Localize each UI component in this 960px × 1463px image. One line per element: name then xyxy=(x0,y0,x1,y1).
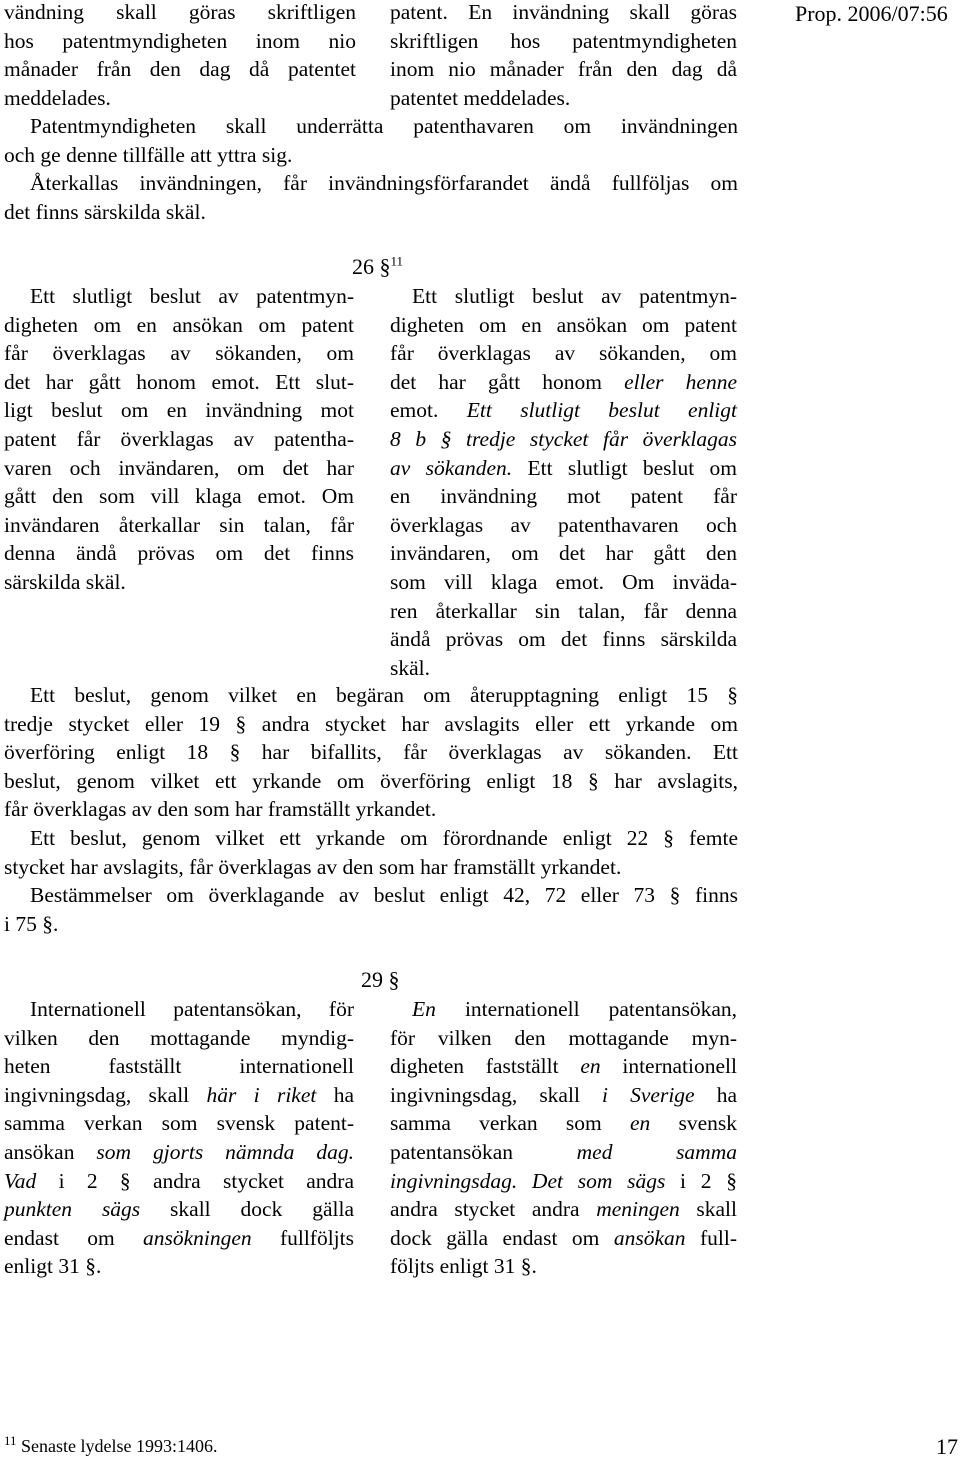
text-line: enligt 31 §. xyxy=(4,1254,102,1279)
text-line: i 75 §. xyxy=(4,911,59,936)
text-line: månader från den dag då patentet xyxy=(4,57,356,82)
top-left-column xyxy=(4,0,356,112)
section-26-full-paragraphs xyxy=(4,681,738,938)
text-line: det har gått honom eller henne xyxy=(390,369,737,394)
section-26-heading xyxy=(352,254,403,280)
text-line: ligt beslut om en invändning mot xyxy=(4,398,354,423)
text-line: En internationell patentansökan, xyxy=(412,997,737,1021)
text-line: får överklagas av sökanden, om xyxy=(4,341,354,366)
text-line: Patentmyndigheten skall underrätta patenthavaren om invändningen xyxy=(30,114,738,138)
text-line: överföring enligt 18 § har bifallits, får överklagas av sökanden. Ett xyxy=(4,740,738,765)
page-number: 17 xyxy=(936,1434,958,1459)
section-26-left-column xyxy=(4,282,354,597)
text-line: patentansökan med samma xyxy=(390,1139,737,1164)
text-line: Ett beslut, genom vilket en begäran om återupptagning enligt 15 § xyxy=(30,683,738,707)
text-line: meddelades. xyxy=(4,85,111,110)
text-line: emot. Ett slutligt beslut enligt xyxy=(390,398,737,423)
text-line: för vilken den mottagande myn- xyxy=(390,1025,737,1050)
footnote-number: 11 xyxy=(4,1433,17,1448)
text-line: skriftligen hos patentmyndigheten xyxy=(390,28,737,53)
text-line: Återkallas invändningen, får invändningsförfarandet ändå fullföljas om xyxy=(30,171,738,196)
text-line: invändaren, om det har gått den xyxy=(390,541,737,566)
section-29-left-column xyxy=(4,995,354,1281)
text-line: dock gälla endast om ansökan full- xyxy=(390,1225,737,1250)
text-line: inom nio månader från den dag då xyxy=(390,57,737,82)
section-29-heading: 29 § xyxy=(361,967,400,992)
text-line: ansökan som gjorts nämnda dag. xyxy=(4,1139,354,1164)
footnote xyxy=(4,1433,218,1457)
text-line: Internationell patentansökan, för xyxy=(30,997,354,1021)
section-number: 26 § xyxy=(352,254,391,279)
text-line: Bestämmelser om överklagande av beslut enligt 42, 72 eller 73 § finns xyxy=(30,883,738,908)
text-line: varen och invändaren, om det har xyxy=(4,455,354,480)
text-line: heten fastställt internationell xyxy=(4,1054,354,1079)
text-line: vilken den mottagande myndig- xyxy=(4,1025,354,1050)
text-line: denna ändå prövas om det finns xyxy=(4,541,354,566)
text-line: beslut, genom vilket ett yrkande om överföring enligt 18 § har avslagits, xyxy=(4,768,738,793)
text-line: digheten fastställt en internationell xyxy=(390,1054,737,1079)
text-line: ingivningsdag. Det som sägs i 2 § xyxy=(390,1168,737,1193)
text-line: stycket har avslagits, får överklagas av den som har framställt yrkandet. xyxy=(4,854,622,879)
text-line: vändning skall göras skriftligen xyxy=(4,0,356,24)
text-line: Ett slutligt beslut av patentmyn- xyxy=(412,284,737,308)
text-line: av sökanden. Ett slutligt beslut om xyxy=(390,455,737,480)
text-line: tredje stycket eller 19 § andra stycket har avslagits eller ett yrkande om xyxy=(4,711,738,736)
proposition-reference: Prop. 2006/07:56 xyxy=(795,1,948,26)
text-line: ändå prövas om det finns särskilda xyxy=(390,627,737,652)
text-line: gått den som vill klaga emot. Om xyxy=(4,484,354,509)
text-line: digheten om en ansökan om patent xyxy=(4,312,354,337)
section-29-right-column xyxy=(390,995,737,1281)
text-line: Ett beslut, genom vilket ett yrkande om förordnande enligt 22 § femte xyxy=(30,825,738,850)
text-line: endast om ansökningen fullföljts xyxy=(4,1225,354,1250)
text-line: patentet meddelades. xyxy=(390,85,571,110)
text-line: det har gått honom emot. Ett slut- xyxy=(4,369,354,394)
text-line: punkten sägs skall dock gälla xyxy=(4,1197,354,1222)
footnote-text: Senaste lydelse 1993:1406. xyxy=(21,1436,218,1456)
section-26-right-column xyxy=(390,282,737,682)
text-line: digheten om en ansökan om patent xyxy=(390,312,737,337)
text-line: ren återkallar sin talan, får denna xyxy=(390,598,737,623)
text-line: Vad i 2 § andra stycket andra xyxy=(4,1168,354,1193)
text-line: det finns särskilda skäl. xyxy=(4,199,206,224)
text-line: samma verkan som svensk patent- xyxy=(4,1111,354,1136)
top-full-paragraphs xyxy=(4,112,738,226)
text-line: ingivningsdag, skall här i riket ha xyxy=(4,1082,354,1107)
footnote-reference: 11 xyxy=(390,253,404,269)
text-line: får överklagas av sökanden, om xyxy=(390,341,737,366)
text-line: följts enligt 31 §. xyxy=(390,1254,537,1279)
text-line: en invändning mot patent får xyxy=(390,484,737,509)
text-line: patent. En invändning skall göras xyxy=(390,0,737,24)
text-line: som vill klaga emot. Om inväda- xyxy=(390,569,737,594)
text-line: och ge denne tillfälle att yttra sig. xyxy=(4,142,293,167)
text-line: får överklagas av den som har framställt yrkandet. xyxy=(4,797,437,822)
text-line: särskilda skäl. xyxy=(4,569,126,594)
text-line: invändaren återkallar sin talan, får xyxy=(4,512,354,537)
text-line: samma verkan som en svensk xyxy=(390,1111,737,1136)
text-line: hos patentmyndigheten inom nio xyxy=(4,28,356,53)
text-line: patent får överklagas av patentha- xyxy=(4,426,354,451)
text-line: ingivningsdag, skall i Sverige ha xyxy=(390,1082,737,1107)
text-line: andra stycket andra meningen skall xyxy=(390,1197,738,1222)
text-line: överklagas av patenthavaren och xyxy=(390,512,737,537)
text-line: Ett slutligt beslut av patentmyn- xyxy=(30,284,354,308)
text-line: 8 b § tredje stycket får överklagas xyxy=(390,426,737,451)
text-line: skäl. xyxy=(390,655,431,680)
top-right-column xyxy=(390,0,737,112)
